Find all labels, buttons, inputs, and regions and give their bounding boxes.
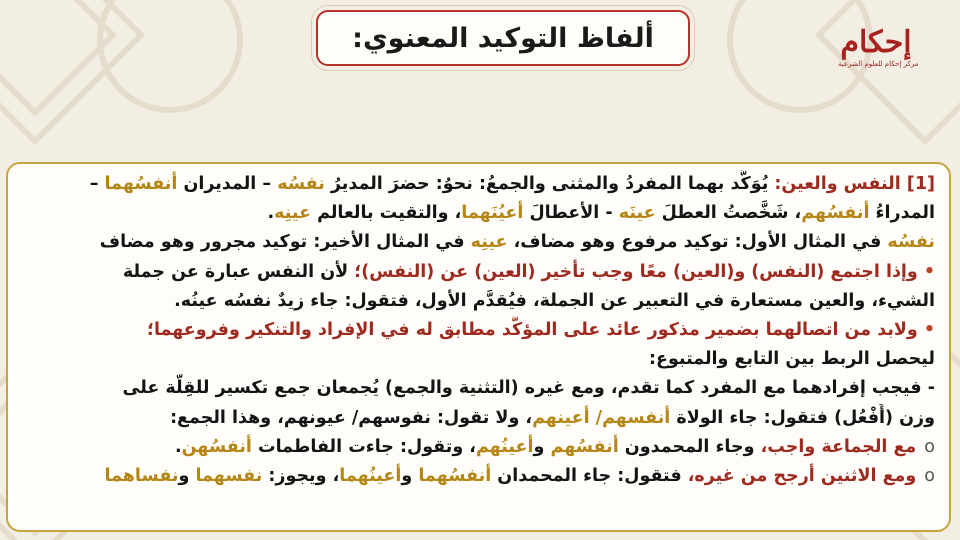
text-span: يُوَكَّد بهما المفردُ والمثنى والجمعُ: نحوُ: حضرَ المديرُ bbox=[324, 174, 775, 194]
text-span: ليحصل الربط بين التابع والمتبوع: bbox=[649, 349, 935, 370]
highlight-word: نفسُه bbox=[887, 232, 935, 253]
text-span: المدراءُ bbox=[869, 203, 935, 224]
text-span: - فيجب إفرادهما مع المفرد كما تقدم، ومع غيره (التثنية والجمع) يُجمعان جمع تكسير للقِلّة على bbox=[122, 378, 935, 399]
rule-text: ومع الاثنين أرجح من غيره، bbox=[687, 466, 917, 487]
text-span: - الأعطالَ bbox=[523, 203, 619, 224]
highlight-word: نفسهما bbox=[195, 466, 263, 487]
logo-mark: إحكام bbox=[840, 25, 912, 60]
dash-line-1 bbox=[24, 374, 935, 403]
bullet-dot: • bbox=[923, 320, 935, 341]
text-span: في المثال الأول: توكيد مرفوع وهو مضاف، bbox=[507, 232, 888, 253]
text-span: في المثال الأخير: توكيد مجرور وهو مضاف bbox=[99, 232, 471, 253]
text-span: وجاء المحمدون bbox=[618, 436, 761, 457]
slide-title: ألفاظ التوكيد المعنوي: bbox=[352, 22, 654, 54]
text-span: – bbox=[89, 174, 105, 194]
text-span: و bbox=[178, 466, 196, 487]
logo-subtitle: مركز إحكام للعلوم الشرعية bbox=[838, 60, 919, 68]
rule-text: وإذا اجتمع (النفس) و(العين) معًا وجب تأخير (العين) عن (النفس)؛ bbox=[354, 261, 918, 282]
text-span: لأن النفس عبارة عن جملة bbox=[122, 261, 355, 282]
highlight-word: نفساهما bbox=[104, 466, 179, 487]
dash-line-2 bbox=[24, 404, 935, 433]
highlight-word: عينِه bbox=[470, 232, 508, 253]
highlight-word: أعينُهم bbox=[475, 436, 534, 457]
bullet-line-2-cont bbox=[24, 345, 935, 374]
line-2 bbox=[24, 199, 935, 228]
text-span: – المديران bbox=[177, 174, 278, 194]
highlight-word: أعيُنَهما bbox=[461, 203, 524, 224]
highlight-word: أنفسُهم bbox=[801, 203, 870, 224]
bullet-dot: • bbox=[923, 261, 935, 282]
content-text bbox=[8, 164, 949, 491]
highlight-word: أنفسُهم bbox=[550, 436, 619, 457]
text-span: ، وتقول: جاءت الفاطمات bbox=[251, 436, 476, 457]
text-span: ، ويجوز: bbox=[262, 466, 340, 487]
text-span: . bbox=[267, 203, 275, 224]
sub-bullet-line-1 bbox=[24, 433, 935, 462]
text-span: وزن (أَفْعُل) فتقول: جاء الولاة bbox=[670, 407, 935, 428]
text-span: و bbox=[533, 436, 551, 457]
bullet-line-1-cont bbox=[24, 287, 935, 316]
sub-bullet-line-2 bbox=[24, 462, 935, 491]
bullet-line-2 bbox=[24, 316, 935, 345]
rule-text: مع الجماعة واجب، bbox=[760, 436, 917, 457]
text-span: ، والتقيت بالعالم bbox=[311, 203, 462, 224]
text-span: ، ولا تقول: نفوسهم/ عيونهم، وهذا الجمع: bbox=[170, 407, 533, 428]
content-box bbox=[6, 162, 951, 532]
highlight-word: نفسُه bbox=[277, 174, 325, 194]
line-1 bbox=[24, 170, 935, 199]
highlight-word: أنفسهم/ أعينهم bbox=[532, 407, 671, 428]
highlight-word: عينَه bbox=[618, 203, 656, 224]
term-heading: [1] النفس والعين: bbox=[774, 174, 935, 194]
line-3 bbox=[24, 228, 935, 257]
rule-text: ولابد من اتصالهما بضمير مذكور عائد على المؤكَّد مطابق له في الإفراد والتنكير وفروعهما؛ bbox=[146, 320, 918, 341]
text-span: فتقول: جاء المحمدان bbox=[491, 466, 688, 487]
text-span: ، شَخَّصتُ العطلَ bbox=[655, 203, 802, 224]
text-span: الشيء، والعين مستعارة في التعبير عن الجملة، فيُقدَّم الأول، فتقول: جاء زيدٌ نفسُه عينُه. bbox=[174, 290, 935, 311]
highlight-word: أعينُهما bbox=[339, 466, 402, 487]
highlight-word: عينِه bbox=[274, 203, 312, 224]
highlight-word: أنفسُهما bbox=[104, 174, 178, 194]
circle-bullet-icon: o bbox=[924, 436, 935, 457]
brand-logo bbox=[838, 25, 919, 92]
text-span: و bbox=[401, 466, 419, 487]
slide-title-box bbox=[316, 10, 690, 66]
highlight-word: أنفسُهما bbox=[418, 466, 492, 487]
bullet-line-1 bbox=[24, 258, 935, 287]
circle-bullet-icon: o bbox=[924, 466, 935, 487]
text-span: . bbox=[174, 436, 182, 457]
highlight-word: أنفسُهن bbox=[181, 436, 252, 457]
